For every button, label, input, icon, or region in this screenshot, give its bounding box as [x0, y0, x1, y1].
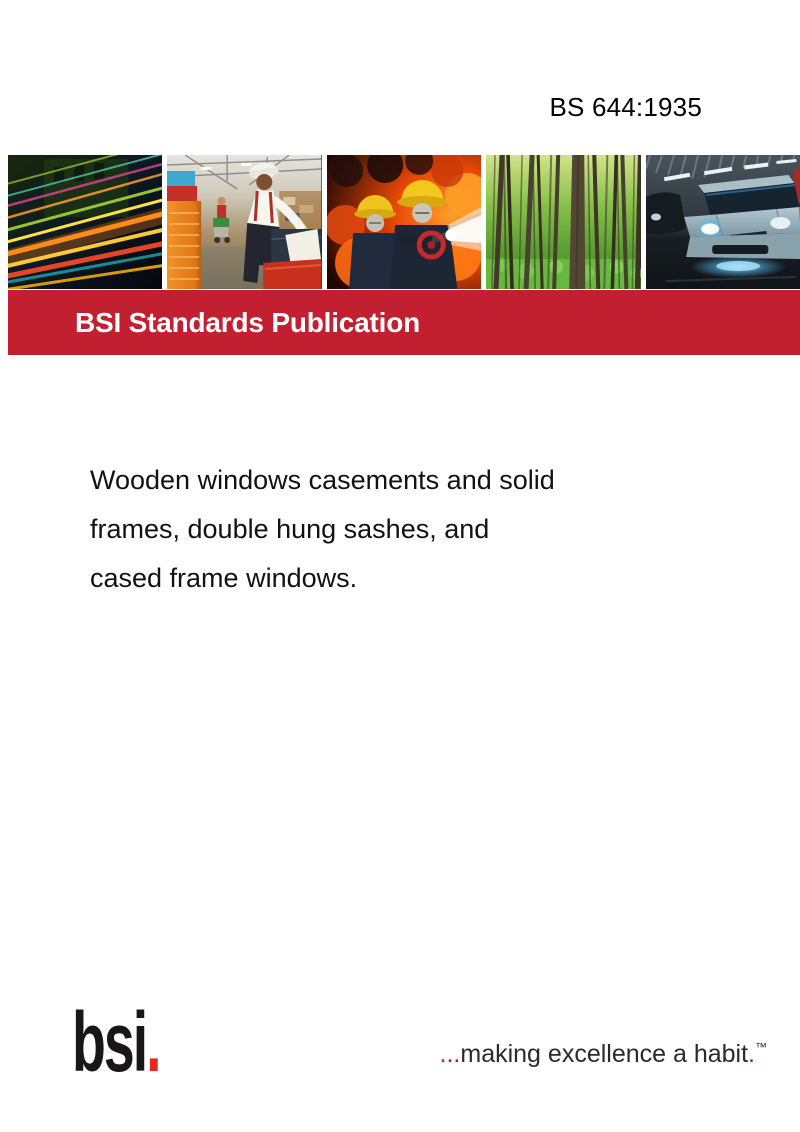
trademark-symbol: ™ — [755, 1040, 767, 1054]
tagline-ellipsis: ... — [439, 1040, 461, 1068]
bsi-logo-text: bsi — [72, 995, 147, 1089]
warehouse-worker-image — [167, 155, 321, 289]
photo-car-assembly-line — [646, 155, 800, 289]
tagline — [440, 1040, 767, 1069]
bsi-logo — [72, 995, 162, 1089]
document-number: BS 644:1935 — [549, 92, 702, 122]
car-assembly-line-image — [646, 155, 800, 289]
document-title — [90, 456, 710, 603]
forest-image — [486, 155, 640, 289]
photo-city-light-trails — [8, 155, 162, 289]
document-title-line-2: frames, double hung sashes, and — [90, 514, 490, 544]
photo-warehouse-worker — [167, 155, 321, 289]
document-title-line-1: Wooden windows casements and solid — [90, 465, 555, 495]
city-light-trails-image — [8, 155, 162, 289]
photo-strip — [8, 155, 800, 289]
bsi-logo-red-dot: . — [146, 995, 162, 1089]
tagline-text: making excellence a habit — [460, 1040, 749, 1068]
document-title-line-3: cased frame windows. — [90, 563, 358, 593]
photo-firefighters — [327, 155, 481, 289]
bsi-standards-banner — [8, 290, 800, 355]
banner-title: BSI Standards Publication — [75, 306, 421, 338]
firefighters-image — [327, 155, 481, 289]
tagline-period: . — [748, 1040, 755, 1068]
photo-forest — [486, 155, 640, 289]
